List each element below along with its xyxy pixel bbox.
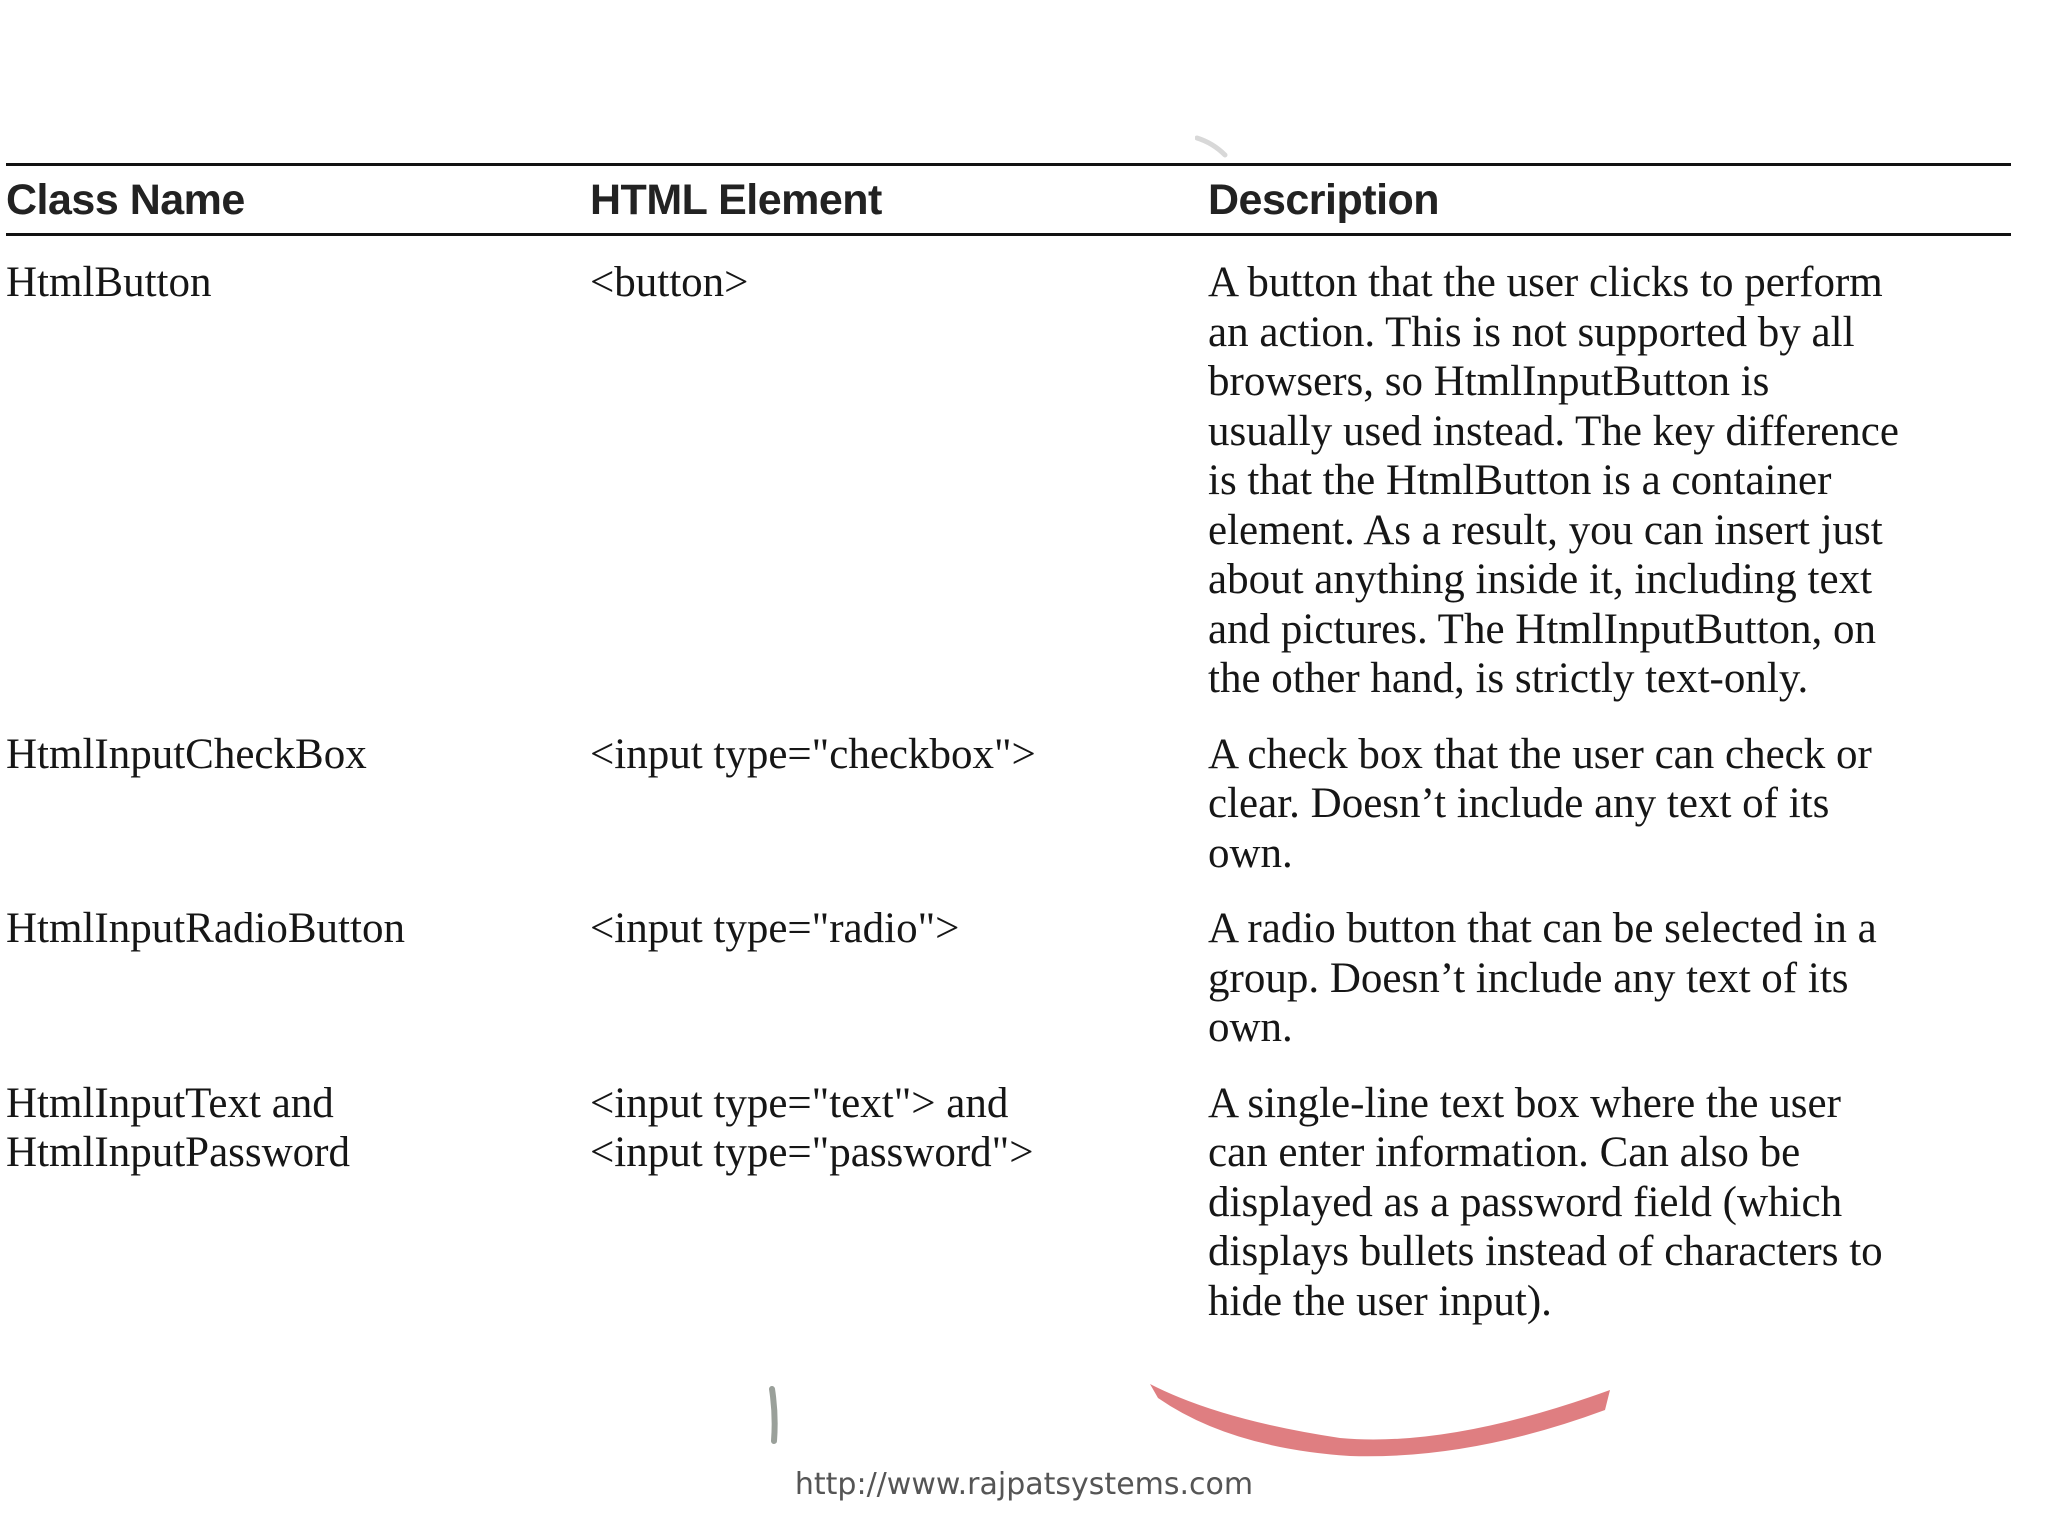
table-row [6,235,2011,704]
decorative-mark-left [760,1385,790,1445]
description-text: A button that the user clicks to perform an action. This is not supported by all browsers, so HtmlInputButton is usually used instead. The key difference is that the HtmlButton is a container element. As a result, you can insert just about anything inside it, including text and pictures. The HtmlInputButton, on the other hand, is strictly text-only. [1208,259,1899,703]
description-text: A radio button that can be selected in a group. Doesn’t include any text of its own. [1208,905,1877,1052]
decorative-mark-top [1195,135,1235,160]
class-name-cell [6,878,590,1053]
class-name-text: HtmlInputRadioButton [6,905,405,953]
html-element-text: <input type="checkbox"> [590,730,1036,778]
html-element-text: <button> [590,259,749,307]
html-server-controls-table [6,163,2011,1326]
header-html-element: HTML Element [590,165,1208,235]
description-cell [1208,704,2011,879]
html-element-cell [590,235,1208,704]
class-name-cell [6,235,590,704]
description-cell [1208,878,2011,1053]
class-name-text: HtmlInputCheckBox [6,730,367,778]
table-header [6,165,2011,235]
table-header-row [6,165,2011,235]
html-element-text: <input type="text"> and <input type="password"> [590,1079,1034,1177]
table-row [6,704,2011,879]
class-table-container [6,163,2011,1326]
table-body [6,235,2011,1327]
html-element-text: <input type="radio"> [590,905,960,953]
class-name-text: HtmlButton [6,259,212,307]
description-text: A check box that the user can check or clear. Doesn’t include any text of its own. [1208,730,1872,877]
table-row [6,878,2011,1053]
header-description: Description [1208,165,2011,235]
decorative-swoosh [1150,1380,1610,1460]
html-element-cell [590,878,1208,1053]
footer-url[interactable]: http://www.rajpatsystems.com [794,1467,1254,1502]
class-name-cell [6,704,590,879]
description-cell [1208,1053,2011,1327]
html-element-cell [590,1053,1208,1327]
header-class-name: Class Name [6,165,590,235]
html-element-cell [590,704,1208,879]
class-name-cell [6,1053,590,1327]
table-row [6,1053,2011,1327]
description-text: A single-line text box where the user can enter information. Can also be displayed as a password field (which displays bullets instead of characters to hide the user input). [1208,1079,1883,1325]
description-cell [1208,235,2011,704]
class-name-text: HtmlInputText and HtmlInputPassword [6,1079,350,1177]
